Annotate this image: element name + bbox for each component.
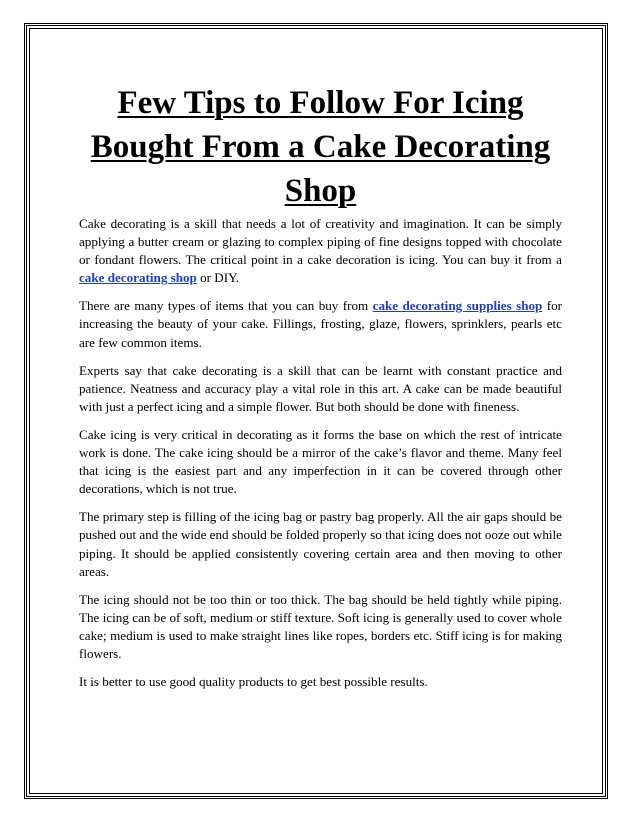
cake-decorating-shop-link[interactable]: cake decorating shop	[79, 270, 197, 286]
paragraph-4: Cake icing is very critical in decorating as it forms the base on which the rest of intricate work is done. The cake icing should be a mirror of the cake’s flavor and theme. Many feel that icing is the easiest part and any imperfection in it can be covered through other decorations, which is not true.	[79, 426, 562, 497]
paragraph-5: The primary step is filling of the icing bag or pastry bag properly. All the air gaps should be pushed out and the wide end should be folded properly so that icing does not ooze out while piping. It should be applied consistently covering certain area and then moving to other areas.	[79, 509, 562, 579]
document-title: Few Tips to Follow For Icing Bought From a Cake Decorating Shop	[90, 85, 551, 209]
paragraph-3: Experts say that cake decorating is a skill that can be learnt with constant practice and patience. Neatness and accuracy play a vital role in this art. A cake can be made beautiful with just a perfect icing and a simple flower. But both should be done with fineness.	[79, 362, 562, 414]
paragraph-6: The icing should not be too thin or too thick. The bag should be held tightly while piping. The icing can be of soft, medium or stiff texture. Soft icing is generally used to cover whole cake; medium is used to make straight lines like ropes, borders etc. Stiff icing is for making flowers.	[79, 591, 562, 661]
paragraph-1-text-before: Cake decorating is a skill that needs a lot of creativity and imagination. It can be simply applying a butter cream or glazing to complex piping of fine designs topped with chocolate or fondant flowers. The critical point in a cake decoration is icing. You can buy it from a	[79, 216, 562, 268]
document-body	[79, 81, 562, 701]
paragraph-1-text-after: or DIY.	[196, 270, 240, 286]
paragraph-7: It is better to use good quality products to get best possible results.	[79, 674, 428, 690]
cake-decorating-supplies-shop-link[interactable]: cake decorating supplies shop	[372, 298, 543, 314]
paragraph-2-text-before: There are many types of items that you can buy from	[79, 298, 373, 314]
paragraph-2-text-after: for increasing the beauty of your cake. Fillings, frosting, glaze, flowers, sprinklers, pearls etc are few common items.	[79, 298, 562, 350]
paragraph-1	[79, 215, 562, 287]
paragraph-2	[79, 297, 562, 351]
